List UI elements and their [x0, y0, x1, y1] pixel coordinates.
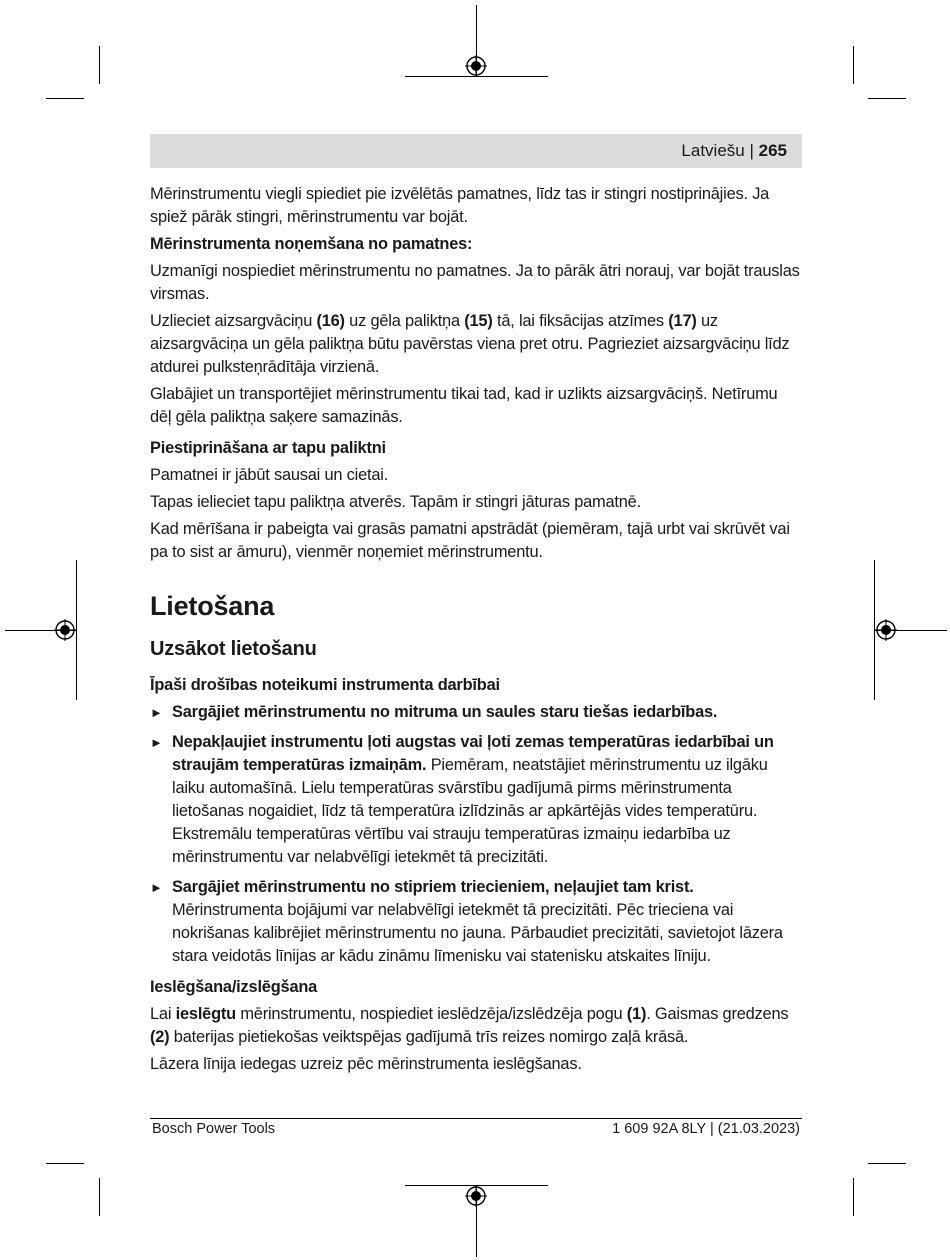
paragraph: Lāzera līnija iedegas uzreiz pēc mērinstrumenta ieslēgšanas.: [150, 1055, 582, 1073]
paragraph: Kad mērīšana ir pabeigta vai grasās pamatni apstrādāt (piemēram, tajā urbt vai skrūvēt vai pa to sist ar āmuru), vienmēr noņemiet mērinstrumentu.: [150, 520, 790, 561]
subheading-pin: Piestiprināšana ar tapu paliktni: [150, 439, 386, 457]
header-separator: |: [749, 141, 754, 160]
paragraph-onoff: Lai ieslēgtu mērinstrumentu, nospiediet ieslēdzēja/izslēdzēja pogu (1). Gaismas gredzens (2) baterijas pietiekošas veiktspējas gadījumā trīs reizes nomirgo zaļā krāsā.: [150, 1005, 789, 1046]
paragraph: Uzmanīgi nospiediet mērinstrumentu no pamatnes. Ja to pārāk ātri norauj, var bojāt trauslas virsmas.: [150, 262, 800, 303]
bullet-arrow-icon: ►: [150, 735, 163, 750]
registration-mark-icon: [54, 619, 76, 641]
page-header: [150, 134, 802, 168]
paragraph: Glabājiet un transportējiet mērinstrumentu tikai tad, kad ir uzlikts aizsargvāciņš. Netīrumu dēļ gēla paliktņa saķere samazinās.: [150, 385, 778, 426]
footer-divider: [150, 1118, 802, 1119]
footer-brand: Bosch Power Tools: [152, 1121, 276, 1137]
footer-doc-id: 1 609 92A 8LY | (21.03.2023): [612, 1121, 800, 1137]
header-language: Latviešu: [681, 141, 745, 160]
subheading-remove: Mērinstrumenta noņemšana no pamatnes:: [150, 235, 473, 253]
paragraph: Mērinstrumentu viegli spiediet pie izvēlētās pamatnes, līdz tas ir stingri nostiprinājies. Ja spiež pārāk stingri, mērinstrumentu var bojāt.: [150, 185, 770, 226]
onoff-heading: Ieslēgšana/izslēgšana: [150, 978, 318, 996]
registration-mark-icon: [465, 55, 487, 77]
bullet-item: ► Nepakļaujiet instrumentu ļoti augstas vai ļoti zemas temperatūras iedarbībai un straujām temperatūras izmaiņām. Piemēram, neatstājiet mērinstrumentu uz ilgāku laiku automašīnā. Lielu temperatūras svārstību gadījumā pirms mērinstrumenta lietošanas nogaidiet, līdz tā temperatūra izlīdzinās ar apkārtējās vides temperatūru. Ekstremālu temperatūras vērtību vai strauju temperatūras izmaiņu iedarbība uz mērinstrumentu var nelabvēlīgi ietekmēt tā precizitāti.: [150, 733, 774, 866]
paragraph: Tapas ielieciet tapu paliktņa atverēs. Tapām ir stingri jāturas pamatnē.: [150, 493, 641, 511]
header-text: [681, 141, 787, 161]
registration-mark-icon: [465, 1185, 487, 1207]
bullet-arrow-icon: ►: [150, 705, 163, 720]
page-content: [150, 183, 802, 1080]
bullet-arrow-icon: ►: [150, 880, 163, 895]
safety-heading: Īpaši drošības noteikumi instrumenta darbībai: [150, 676, 500, 694]
section-subtitle: Uzsākot lietošanu: [150, 638, 317, 660]
bullet-item: ► Sargājiet mērinstrumentu no mitruma un saules staru tiešas iedarbības.: [150, 701, 802, 724]
section-title: Lietošana: [150, 591, 275, 621]
paragraph: Pamatnei ir jābūt sausai un cietai.: [150, 466, 389, 484]
paragraph-cap: Uzlieciet aizsargvāciņu (16) uz gēla paliktņa (15) tā, lai fiksācijas atzīmes (17) uz aizsargvāciņa un gēla paliktņa būtu pavērstas viena pret otru. Pagrieziet aizsargvāciņu līdz atdurei pulksteņrādītāja virzienā.: [150, 312, 790, 376]
bullet-item: ► Sargājiet mērinstrumentu no stipriem triecieniem, neļaujiet tam krist. Mērinstrumenta bojājumi var nelabvēlīgi ietekmēt tā precizitāti. Pēc trieciena vai nokrišanas kalibrējiet mērinstrumentu no jauna. Pārbaudiet precizitāti, savietojot lāzera stara veidotās līnijas ar kādu zināmu līmenisku vai statenisku atskaites līniju.: [150, 878, 783, 965]
page-number: 265: [758, 141, 787, 160]
registration-mark-icon: [875, 619, 897, 641]
